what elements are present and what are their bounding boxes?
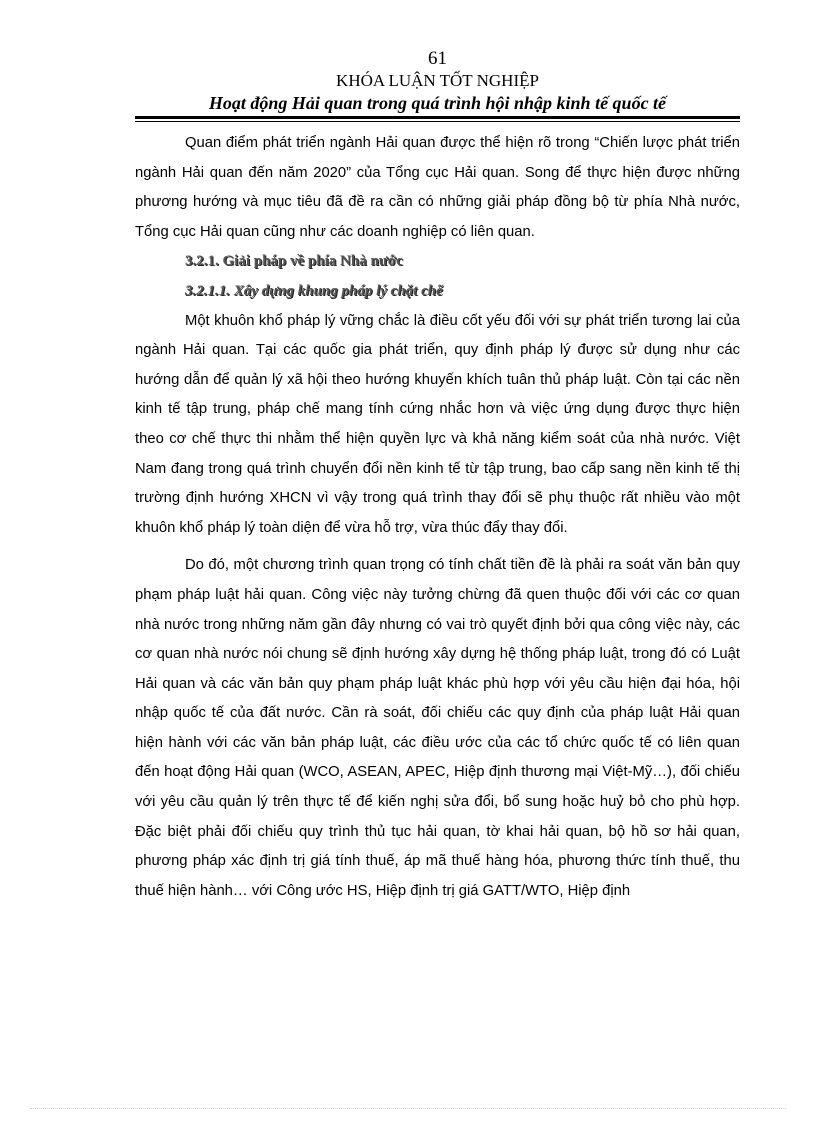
body-paragraph: Do đó, một chương trình quan trọng có tính chất tiền đề là phải ra soát văn bản quy phạm pháp luật hải quan. Công việc này tưởng chừng đã quen thuộc đối với các cơ quan nhà nước trong những năm gần đây nhưng có vai trò quyết định bởi qua công việc này, các cơ quan nhà nước nói chung sẽ định hướng xây dựng hệ thống pháp luật, trong đó có Luật Hải quan và các văn bản quy phạm pháp luật khác phù hợp với yêu cầu hiện đại hóa, hội nhập quốc tế của đất nước. Cần rà soát, đối chiếu các quy định của pháp luật Hải quan hiện hành với các văn bản pháp luật, các điều ước của các tổ chức quốc tế có liên quan đến hoạt động Hải quan (WCO, ASEAN, APEC, Hiệp định thương mại Việt-Mỹ…), đối chiếu với yêu cầu quản lý trên thực tế để kiến nghị sửa đổi, bổ sung hoặc huỷ bỏ cho phù hợp. Đặc biệt phải đối chiếu quy trình thủ tục hải quan, tờ khai hải quan, bộ hồ sơ hải quan, phương pháp xác định trị giá tính thuế, áp mã thuế hàng hóa, phương thức tính thuế, thu thuế hiện hành… với Công ước HS, Hiệp định trị giá GATT/WTO, Hiệp định bbox=[135, 557, 740, 899]
intro-paragraph: Quan điểm phát triển ngành Hải quan được thể hiện rõ trong “Chiến lược phát triển ngành Hải quan đến năm 2020” của Tổng cục Hải quan. Song để thực hiện được những phương hướng và mục tiêu đã đề ra cần có những giải pháp đồng bộ từ phía Nhà nước, Tổng cục Hải quan cũng như các doanh nghiệp có liên quan. bbox=[135, 135, 740, 240]
page-number: 61 bbox=[428, 48, 447, 69]
page-bottom-border bbox=[30, 1108, 786, 1109]
page-body bbox=[135, 123, 740, 906]
section-heading: 3.2.1. Giải pháp về phía Nhà nước bbox=[185, 253, 403, 270]
subsection-heading: 3.2.1.1. Xây dựng khung pháp lý chặt chẽ bbox=[185, 282, 443, 299]
body-paragraph: Một khuôn khổ pháp lý vững chắc là điều cốt yếu đối với sự phát triển tương lai của ngành Hải quan. Tại các quốc gia phát triển, quy định pháp lý được sử dụng như các hướng dẫn để quản lý xã hội theo hướng khuyến khích tuân thủ pháp luật. Còn tại các nền kinh tế tập trung, pháp chế mang tính cứng nhắc hơn và việc ứng dụng được thực hiện theo cơ chế thực thi nhằm thể hiện quyền lực và khả năng kiểm soát của nhà nước. Việt Nam đang trong quá trình chuyển đổi nền kinh tế từ tập trung, bao cấp sang nền kinh tế thị trường định hướng XHCN vì vậy trong quá trình thay đổi sẽ phụ thuộc rất nhiều vào một khuôn khổ pháp lý toàn diện để vừa hỗ trợ, vừa thúc đẩy thay đổi. bbox=[135, 312, 740, 536]
thesis-subtitle: Hoạt động Hải quan trong quá trình hội nhập kinh tế quốc tế bbox=[208, 93, 667, 113]
header-rule-thick bbox=[135, 116, 740, 119]
thesis-title: KHÓA LUẬN TỐT NGHIỆP bbox=[336, 71, 539, 90]
header-rule-thin bbox=[135, 121, 740, 122]
